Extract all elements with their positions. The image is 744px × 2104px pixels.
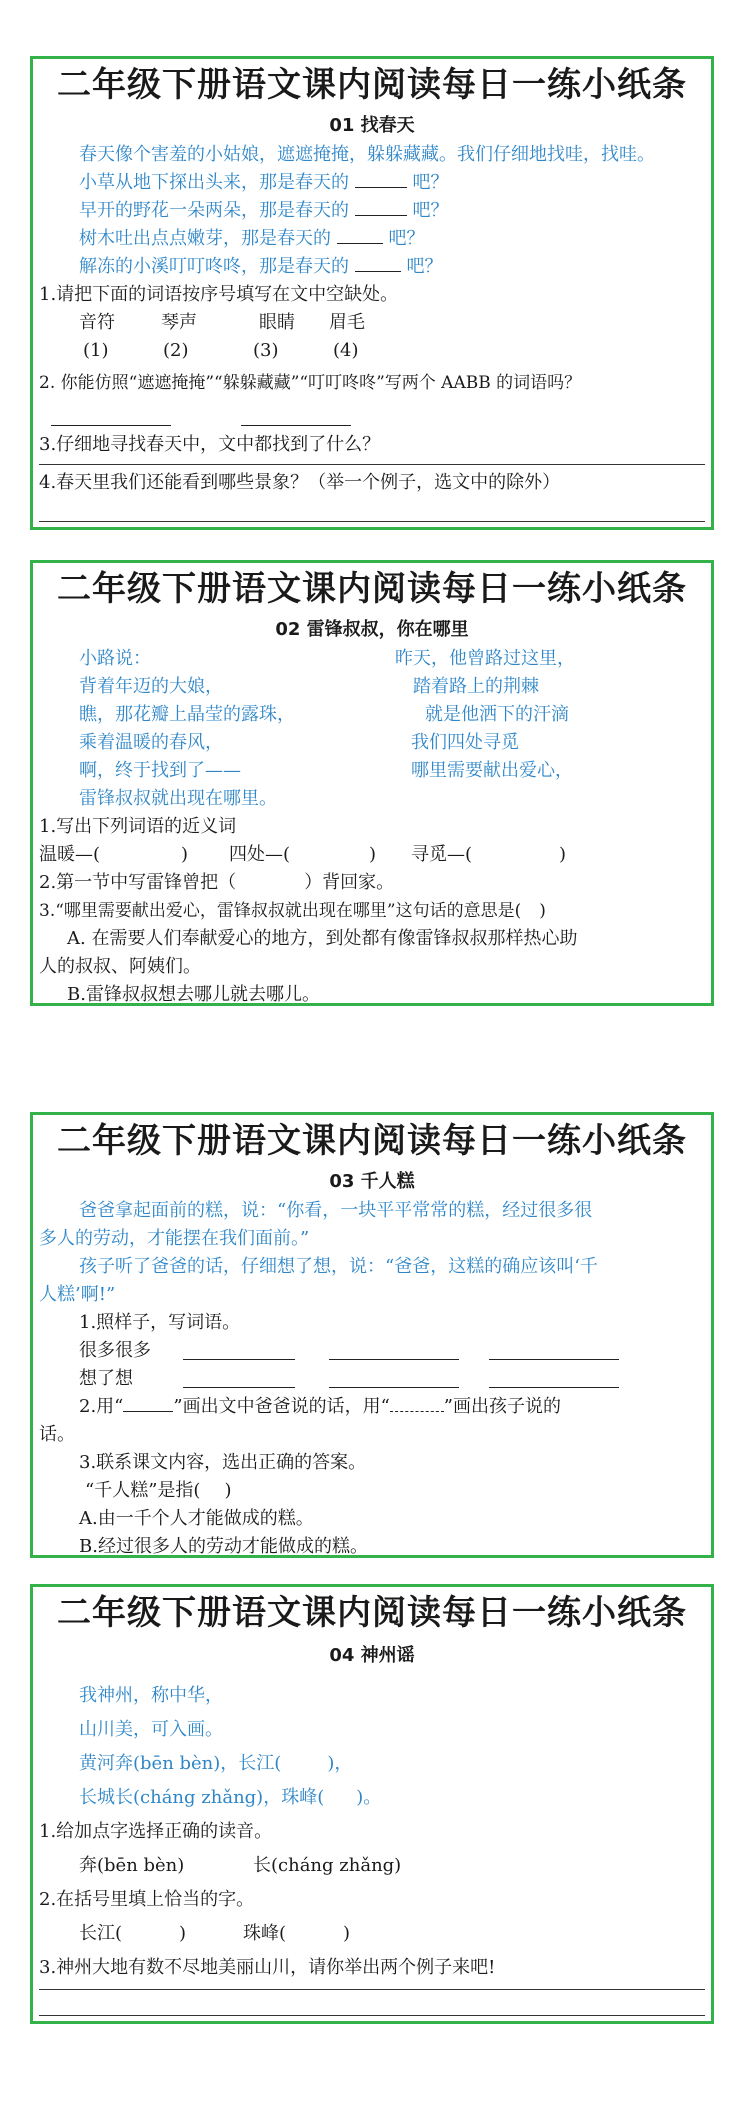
question-1: 1.照样子，写词语。 bbox=[79, 1312, 241, 1333]
poem-line: 我们四处寻觅 bbox=[411, 732, 519, 753]
card-title: 二年级下册语文课内阅读每日一练小纸条 bbox=[57, 569, 687, 609]
answer-line[interactable] bbox=[39, 2015, 705, 2016]
answer-line[interactable] bbox=[489, 1341, 619, 1360]
question-3: 3.“哪里需要献出爱心，雷锋叔叔就出现在哪里”这句话的意思是( ) bbox=[39, 901, 546, 921]
card-lesson-01 bbox=[30, 56, 714, 530]
option-a-cont: 人的叔叔、阿姨们。 bbox=[39, 956, 201, 977]
bracket: ) bbox=[369, 844, 377, 865]
poem bbox=[33, 645, 711, 813]
poem-line: 背着年迈的大娘， bbox=[79, 676, 223, 697]
answer-line[interactable] bbox=[183, 1369, 295, 1388]
option-b: B.雷锋叔叔想去哪儿就去哪儿。 bbox=[67, 984, 320, 1005]
passage-line: 人糕’啊!” bbox=[39, 1284, 116, 1305]
lesson-title: 02 雷锋叔叔，你在哪里 bbox=[275, 619, 469, 640]
answer-line[interactable] bbox=[329, 1369, 459, 1388]
answer-line[interactable] bbox=[241, 407, 351, 426]
poem-line: 乘着温暖的春风， bbox=[79, 732, 223, 753]
lesson-title: 04 神州谣 bbox=[329, 1645, 415, 1666]
answer-line[interactable] bbox=[489, 1369, 619, 1388]
card-title: 二年级下册语文课内阅读每日一练小纸条 bbox=[57, 1593, 687, 1633]
poem-line: 啊，终于找到了—— bbox=[79, 760, 241, 781]
bracket: ) bbox=[181, 844, 189, 865]
card-lesson-02 bbox=[30, 560, 714, 1006]
option-a: A. 在需要人们奉献爱心的地方，到处都有像雷锋叔叔那样热心助 bbox=[67, 928, 578, 949]
word-number: (1) bbox=[83, 340, 109, 361]
dashed-line-sample bbox=[390, 1393, 444, 1412]
word: 音符 bbox=[79, 312, 115, 333]
example-word: 很多很多 bbox=[79, 1340, 151, 1361]
poem-line: 就是他洒下的汗滴 bbox=[425, 704, 569, 725]
example-word: 想了想 bbox=[79, 1368, 133, 1389]
answer-row bbox=[33, 397, 711, 431]
question-2: 2.用“ ”画出文中爸爸说的话，用“ ”画出孩子说的 bbox=[33, 1393, 711, 1421]
pinyin-choice: 奔(bēn bèn) bbox=[79, 1855, 185, 1876]
word: 眉毛 bbox=[329, 312, 365, 333]
passage-line: 孩子听了爸爸的话，仔细想了想，说：“爸爸，这糕的确应该叫‘千 bbox=[79, 1256, 598, 1277]
poem-line: 雷锋叔叔就出现在哪里。 bbox=[79, 788, 277, 809]
question-2-cont: 话。 bbox=[39, 1424, 75, 1445]
fill-prompt: 珠峰( bbox=[243, 1923, 287, 1944]
passage-line: 小草从地下探出头来，那是春天的 吧？ bbox=[33, 169, 711, 197]
question-3: 3.仔细地寻找春天中，文中都找到了什么？ bbox=[39, 434, 381, 455]
synonym-prompt: 温暖—( bbox=[39, 844, 101, 865]
option-a: A.由一千个人才能做成的糕。 bbox=[79, 1508, 314, 1529]
poem-line: 哪里需要献出爱心， bbox=[411, 760, 573, 781]
question-2: 2.第一节中写雷锋曾把（ ）背回家。 bbox=[39, 872, 395, 893]
bracket: ) bbox=[179, 1923, 187, 1944]
word: 琴声 bbox=[161, 312, 197, 333]
poem-line: 山川美，可入画。 bbox=[79, 1719, 223, 1740]
question-2: 2. 你能仿照“遮遮掩掩”“躲躲藏藏”“叮叮咚咚”写两个 AABB 的词语吗？ bbox=[39, 373, 582, 393]
question-4: 4.春天里我们还能看到哪些景象？（举一个例子，选文中的除外） bbox=[39, 472, 561, 493]
lesson-title: 01 找春天 bbox=[329, 115, 415, 136]
fill-row bbox=[33, 1917, 711, 1951]
number-list bbox=[33, 337, 711, 365]
synonym-row bbox=[33, 841, 711, 869]
fill-prompt: 长江( bbox=[79, 1923, 123, 1944]
card-lesson-04 bbox=[30, 1584, 714, 2024]
answer-blank[interactable] bbox=[355, 169, 407, 188]
word-list bbox=[33, 309, 711, 337]
card-title: 二年级下册语文课内阅读每日一练小纸条 bbox=[57, 1121, 687, 1161]
answer-line[interactable] bbox=[39, 1989, 705, 1990]
synonym-prompt: 四处—( bbox=[229, 844, 291, 865]
passage-line: 春天像个害羞的小姑娘，遮遮掩掩，躲躲藏藏。我们仔细地找哇，找哇。 bbox=[79, 144, 655, 165]
question-3: 3.神州大地有数不尽地美丽山川，请你举出两个例子来吧! bbox=[39, 1957, 496, 1978]
poem-line: 长城长(cháng zhǎng)，珠峰( )。 bbox=[79, 1787, 382, 1808]
word-number: (3) bbox=[253, 340, 279, 361]
lesson-title: 03 千人糕 bbox=[329, 1171, 415, 1192]
question-3-sub: “千人糕”是指( ) bbox=[85, 1480, 232, 1501]
card-title: 二年级下册语文课内阅读每日一练小纸条 bbox=[57, 65, 687, 105]
bracket: ) bbox=[559, 844, 567, 865]
pinyin-row bbox=[33, 1849, 711, 1883]
passage-line: 树木吐出点点嫩芽，那是春天的 吧？ bbox=[33, 225, 711, 253]
word-example-row bbox=[33, 1365, 711, 1393]
question-1: 1.给加点字选择正确的读音。 bbox=[39, 1821, 273, 1842]
poem-line: 我神州，称中华， bbox=[79, 1685, 223, 1706]
option-b: B.经过很多人的劳动才能做成的糕。 bbox=[79, 1536, 368, 1557]
poem-line: 昨天，他曾路过这里， bbox=[395, 648, 575, 669]
answer-line[interactable] bbox=[39, 521, 705, 522]
passage-line: 爸爸拿起面前的糕，说：“你看，一块平平常常的糕，经过很多很 bbox=[79, 1200, 593, 1221]
answer-line[interactable] bbox=[39, 464, 705, 465]
word-number: (4) bbox=[333, 340, 359, 361]
answer-blank[interactable] bbox=[337, 225, 383, 244]
passage-line: 解冻的小溪叮叮咚咚，那是春天的 吧？ bbox=[33, 253, 711, 281]
word-example-row bbox=[33, 1337, 711, 1365]
poem-line: 踏着路上的荆棘 bbox=[413, 676, 539, 697]
word-number: (2) bbox=[163, 340, 189, 361]
synonym-prompt: 寻觅—( bbox=[411, 844, 473, 865]
question-2: 2.在括号里填上恰当的字。 bbox=[39, 1889, 255, 1910]
passage-line: 早开的野花一朵两朵，那是春天的 吧？ bbox=[33, 197, 711, 225]
solid-line-sample bbox=[123, 1393, 173, 1412]
answer-line[interactable] bbox=[51, 407, 171, 426]
question-1: 1.请把下面的词语按序号填写在文中空缺处。 bbox=[39, 284, 399, 305]
pinyin-choice: 长(cháng zhǎng) bbox=[253, 1855, 402, 1876]
answer-blank[interactable] bbox=[355, 253, 401, 272]
word: 眼睛 bbox=[259, 312, 295, 333]
answer-line[interactable] bbox=[329, 1341, 459, 1360]
passage-line: 多人的劳动，才能摆在我们面前。” bbox=[39, 1228, 310, 1249]
card-lesson-03 bbox=[30, 1112, 714, 1558]
poem-line: 瞧，那花瓣上晶莹的露珠， bbox=[79, 704, 295, 725]
poem-line: 小路说： bbox=[79, 648, 151, 669]
question-3: 3.联系课文内容，选出正确的答案。 bbox=[79, 1452, 367, 1473]
answer-blank[interactable] bbox=[355, 197, 407, 216]
question-1: 1.写出下列词语的近义词 bbox=[39, 816, 237, 837]
answer-line[interactable] bbox=[183, 1341, 295, 1360]
poem-line: 黄河奔(bēn bèn)，长江( )， bbox=[79, 1753, 353, 1774]
bracket: ) bbox=[343, 1923, 351, 1944]
